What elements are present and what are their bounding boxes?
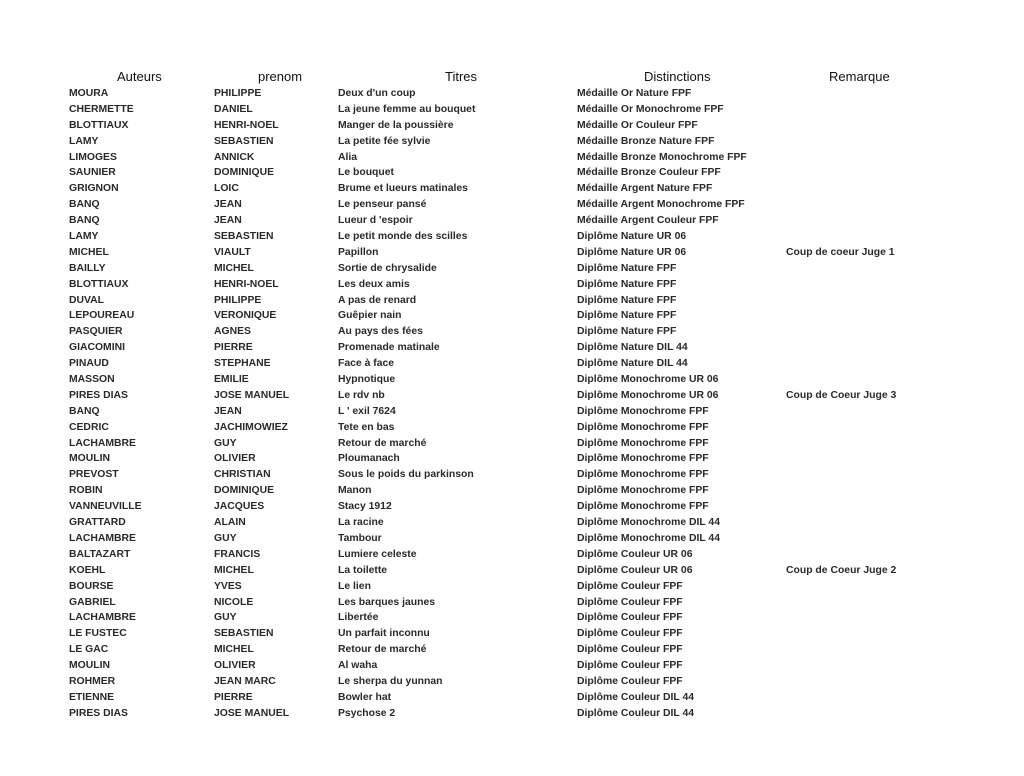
distinction-cell: Diplôme Monochrome FPF <box>577 469 709 481</box>
prenom-cell: SEBASTIEN <box>214 628 274 640</box>
table-row <box>0 531 1024 547</box>
prenom-cell: JEAN MARC <box>214 675 276 687</box>
table-row <box>0 404 1024 420</box>
distinction-cell: Diplôme Monochrome FPF <box>577 437 709 449</box>
remarque-cell: Coup de coeur Juge 1 <box>786 246 895 258</box>
header-prenom: prenom <box>258 69 303 84</box>
titre-cell: Le lien <box>338 580 371 592</box>
distinction-cell: Diplôme Nature FPF <box>577 326 677 338</box>
prenom-cell: ANNICK <box>214 151 255 163</box>
titre-cell: Promenade matinale <box>338 342 440 354</box>
distinction-cell: Médaille Bronze Couleur FPF <box>577 167 721 179</box>
titre-cell: La jeune femme au bouquet <box>338 103 476 115</box>
distinction-cell: Médaille Bronze Nature FPF <box>577 135 715 147</box>
auteur-cell: BAILLY <box>69 262 106 274</box>
table-row <box>0 515 1024 531</box>
header-auteurs: Auteurs <box>117 69 162 84</box>
table-row <box>0 150 1024 166</box>
titre-cell: Bowler hat <box>338 691 392 703</box>
titre-cell: Manon <box>338 485 372 497</box>
titre-cell: Sortie de chrysalide <box>338 262 437 274</box>
distinction-cell: Diplôme Nature DIL 44 <box>577 358 688 370</box>
distinction-cell: Diplôme Couleur FPF <box>577 675 683 687</box>
table-row <box>0 595 1024 611</box>
auteur-cell: LE FUSTEC <box>69 628 127 640</box>
distinction-cell: Diplôme Monochrome UR 06 <box>577 389 719 401</box>
distinction-cell: Diplôme Couleur FPF <box>577 580 683 592</box>
auteur-cell: BANQ <box>69 199 100 211</box>
table-row <box>0 372 1024 388</box>
titre-cell: Alia <box>338 151 358 163</box>
titre-cell: Les deux amis <box>338 278 410 290</box>
prenom-cell: LOIC <box>214 183 239 195</box>
distinction-cell: Diplôme Monochrome FPF <box>577 485 709 497</box>
titre-cell: Le sherpa du yunnan <box>338 675 443 687</box>
results-table-body <box>0 86 1024 722</box>
table-row <box>0 308 1024 324</box>
table-row <box>0 690 1024 706</box>
prenom-cell: PHILIPPE <box>214 294 262 306</box>
prenom-cell: JOSE MANUEL <box>214 389 290 401</box>
titre-cell: A pas de renard <box>338 294 417 306</box>
prenom-cell: EMILIE <box>214 374 249 386</box>
prenom-cell: OLIVIER <box>214 453 256 465</box>
distinction-cell: Diplôme Monochrome FPF <box>577 501 709 513</box>
distinction-cell: Diplôme Couleur FPF <box>577 628 683 640</box>
table-row <box>0 213 1024 229</box>
table-row <box>0 451 1024 467</box>
prenom-cell: PIERRE <box>214 691 253 703</box>
header-remarque: Remarque <box>829 69 890 84</box>
auteur-cell: LE GAC <box>69 644 109 656</box>
table-row <box>0 324 1024 340</box>
prenom-cell: MICHEL <box>214 564 254 576</box>
distinction-cell: Médaille Or Monochrome FPF <box>577 103 724 115</box>
auteur-cell: PREVOST <box>69 469 119 481</box>
prenom-cell: VERONIQUE <box>214 310 277 322</box>
prenom-cell: GUY <box>214 437 237 449</box>
titre-cell: Deux d'un coup <box>338 88 416 99</box>
auteur-cell: BALTAZART <box>69 548 131 560</box>
auteur-cell: ETIENNE <box>69 691 115 703</box>
distinction-cell: Diplôme Nature FPF <box>577 310 677 322</box>
distinction-cell: Médaille Or Nature FPF <box>577 88 692 99</box>
table-row <box>0 499 1024 515</box>
auteur-cell: PASQUIER <box>69 326 123 338</box>
titre-cell: Lueur d 'espoir <box>338 215 413 227</box>
prenom-cell: JEAN <box>214 215 242 227</box>
distinction-cell: Diplôme Couleur FPF <box>577 596 683 608</box>
auteur-cell: LACHAMBRE <box>69 612 136 624</box>
prenom-cell: AGNES <box>214 326 251 338</box>
titre-cell: Les barques jaunes <box>338 596 436 608</box>
prenom-cell: MICHEL <box>214 262 254 274</box>
distinction-cell: Médaille Bronze Monochrome FPF <box>577 151 747 163</box>
table-row <box>0 293 1024 309</box>
prenom-cell: NICOLE <box>214 596 254 608</box>
prenom-cell: PIERRE <box>214 342 253 354</box>
distinction-cell: Diplôme Couleur FPF <box>577 644 683 656</box>
prenom-cell: JACHIMOWIEZ <box>214 421 288 433</box>
prenom-cell: YVES <box>214 580 242 592</box>
titre-cell: Retour de marché <box>338 644 427 656</box>
auteur-cell: MOULIN <box>69 660 110 672</box>
table-row <box>0 277 1024 293</box>
titre-cell: Au pays des fées <box>338 326 423 338</box>
auteur-cell: MOULIN <box>69 453 110 465</box>
prenom-cell: DOMINIQUE <box>214 485 275 497</box>
distinction-cell: Diplôme Nature FPF <box>577 262 677 274</box>
titre-cell: Le petit monde des scilles <box>338 231 468 243</box>
titre-cell: Brume et lueurs matinales <box>338 183 468 195</box>
auteur-cell: DUVAL <box>69 294 105 306</box>
header-distinctions: Distinctions <box>644 69 711 84</box>
table-row <box>0 245 1024 261</box>
prenom-cell: JEAN <box>214 199 242 211</box>
prenom-cell: SEBASTIEN <box>214 231 274 243</box>
auteur-cell: PIRES DIAS <box>69 707 128 719</box>
auteur-cell: MICHEL <box>69 246 109 258</box>
titre-cell: Retour de marché <box>338 437 427 449</box>
titre-cell: Tambour <box>338 532 382 544</box>
table-row <box>0 388 1024 404</box>
table-row <box>0 181 1024 197</box>
remarque-cell: Coup de Coeur Juge 3 <box>786 389 897 401</box>
auteur-cell: BLOTTIAUX <box>69 119 129 131</box>
distinction-cell: Diplôme Nature FPF <box>577 294 677 306</box>
auteur-cell: LAMY <box>69 231 99 243</box>
titre-cell: La racine <box>338 517 384 529</box>
prenom-cell: GUY <box>214 612 237 624</box>
table-row <box>0 467 1024 483</box>
titre-cell: La toilette <box>338 564 388 576</box>
distinction-cell: Diplôme Monochrome DIL 44 <box>577 517 720 529</box>
auteur-cell: LACHAMBRE <box>69 437 136 449</box>
distinction-cell: Diplôme Nature UR 06 <box>577 231 687 243</box>
titre-cell: Le penseur pansé <box>338 199 427 211</box>
auteur-cell: LAMY <box>69 135 99 147</box>
prenom-cell: SEBASTIEN <box>214 135 274 147</box>
prenom-cell: HENRI-NOEL <box>214 278 279 290</box>
distinction-cell: Diplôme Nature FPF <box>577 278 677 290</box>
titre-cell: Papillon <box>338 246 379 258</box>
table-row <box>0 197 1024 213</box>
auteur-cell: ROBIN <box>69 485 103 497</box>
auteur-cell: BLOTTIAUX <box>69 278 129 290</box>
auteur-cell: KOEHL <box>69 564 106 576</box>
titre-cell: Sous le poids du parkinson <box>338 469 474 481</box>
table-row <box>0 436 1024 452</box>
table-row <box>0 86 1024 102</box>
distinction-cell: Diplôme Nature UR 06 <box>577 246 687 258</box>
titre-cell: Psychose 2 <box>338 707 396 719</box>
titre-cell: L ' exil 7624 <box>338 405 396 417</box>
titre-cell: Un parfait inconnu <box>338 628 430 640</box>
auteur-cell: ROHMER <box>69 675 116 687</box>
distinction-cell: Diplôme Monochrome FPF <box>577 453 709 465</box>
distinction-cell: Diplôme Nature DIL 44 <box>577 342 688 354</box>
titre-cell: Guêpier nain <box>338 310 402 322</box>
table-row <box>0 261 1024 277</box>
prenom-cell: OLIVIER <box>214 660 256 672</box>
auteur-cell: GRIGNON <box>69 183 119 195</box>
distinction-cell: Diplôme Couleur DIL 44 <box>577 691 695 703</box>
auteur-cell: BOURSE <box>69 580 114 592</box>
table-row <box>0 340 1024 356</box>
distinction-cell: Médaille Argent Nature FPF <box>577 183 713 195</box>
titre-cell: Stacy 1912 <box>338 501 392 513</box>
remarque-cell: Coup de Coeur Juge 2 <box>786 564 897 576</box>
prenom-cell: GUY <box>214 532 237 544</box>
titre-cell: La petite fée sylvie <box>338 135 431 147</box>
distinction-cell: Diplôme Couleur DIL 44 <box>577 707 695 719</box>
prenom-cell: MICHEL <box>214 644 254 656</box>
table-row <box>0 134 1024 150</box>
prenom-cell: ALAIN <box>214 517 246 529</box>
prenom-cell: HENRI-NOEL <box>214 119 279 131</box>
prenom-cell: JOSE MANUEL <box>214 707 290 719</box>
table-row <box>0 642 1024 658</box>
prenom-cell: VIAULT <box>214 246 251 258</box>
table-row <box>0 420 1024 436</box>
table-row <box>0 563 1024 579</box>
titre-cell: Libertée <box>338 612 379 624</box>
titre-cell: Al waha <box>338 660 378 672</box>
prenom-cell: FRANCIS <box>214 548 261 560</box>
table-row <box>0 483 1024 499</box>
distinction-cell: Diplôme Monochrome FPF <box>577 405 709 417</box>
table-row <box>0 229 1024 245</box>
table-row <box>0 658 1024 674</box>
distinction-cell: Diplôme Couleur FPF <box>577 660 683 672</box>
table-row <box>0 579 1024 595</box>
prenom-cell: JEAN <box>214 405 242 417</box>
auteur-cell: PIRES DIAS <box>69 389 128 401</box>
distinction-cell: Diplôme Monochrome FPF <box>577 421 709 433</box>
auteur-cell: VANNEUVILLE <box>69 501 142 513</box>
auteur-cell: GRATTARD <box>69 517 126 529</box>
prenom-cell: PHILIPPE <box>214 88 262 99</box>
auteur-cell: BANQ <box>69 215 100 227</box>
auteur-cell: MASSON <box>69 374 115 386</box>
distinction-cell: Médaille Or Couleur FPF <box>577 119 698 131</box>
distinction-cell: Diplôme Couleur FPF <box>577 612 683 624</box>
auteur-cell: CHERMETTE <box>69 103 134 115</box>
auteur-cell: SAUNIER <box>69 167 116 179</box>
table-row <box>0 356 1024 372</box>
titre-cell: Tete en bas <box>338 421 395 433</box>
table-row <box>0 547 1024 563</box>
prenom-cell: DOMINIQUE <box>214 167 275 179</box>
prenom-cell: CHRISTIAN <box>214 469 271 481</box>
auteur-cell: BANQ <box>69 405 100 417</box>
auteur-cell: CEDRIC <box>69 421 109 433</box>
distinction-cell: Diplôme Monochrome UR 06 <box>577 374 719 386</box>
titre-cell: Hypnotique <box>338 374 396 386</box>
titre-cell: Le bouquet <box>338 167 394 179</box>
distinction-cell: Diplôme Couleur UR 06 <box>577 548 693 560</box>
auteur-cell: PINAUD <box>69 358 109 370</box>
auteur-cell: LEPOUREAU <box>69 310 135 322</box>
auteur-cell: LACHAMBRE <box>69 532 136 544</box>
table-row <box>0 610 1024 626</box>
auteur-cell: LIMOGES <box>69 151 117 163</box>
prenom-cell: DANIEL <box>214 103 253 115</box>
table-row <box>0 626 1024 642</box>
distinction-cell: Médaille Argent Couleur FPF <box>577 215 719 227</box>
titre-cell: Lumiere celeste <box>338 548 417 560</box>
titre-cell: Ploumanach <box>338 453 400 465</box>
table-row <box>0 706 1024 722</box>
distinction-cell: Diplôme Monochrome DIL 44 <box>577 532 720 544</box>
auteur-cell: GABRIEL <box>69 596 116 608</box>
table-row <box>0 102 1024 118</box>
auteur-cell: MOURA <box>69 88 109 99</box>
prenom-cell: JACQUES <box>214 501 265 513</box>
table-row <box>0 674 1024 690</box>
prenom-cell: STEPHANE <box>214 358 271 370</box>
auteur-cell: GIACOMINI <box>69 342 125 354</box>
distinction-cell: Diplôme Couleur UR 06 <box>577 564 693 576</box>
titre-cell: Face à face <box>338 358 395 370</box>
table-row <box>0 118 1024 134</box>
titre-cell: Manger de la poussière <box>338 119 454 131</box>
distinction-cell: Médaille Argent Monochrome FPF <box>577 199 745 211</box>
titre-cell: Le rdv nb <box>338 389 385 401</box>
table-row <box>0 165 1024 181</box>
header-titres: Titres <box>445 69 478 84</box>
